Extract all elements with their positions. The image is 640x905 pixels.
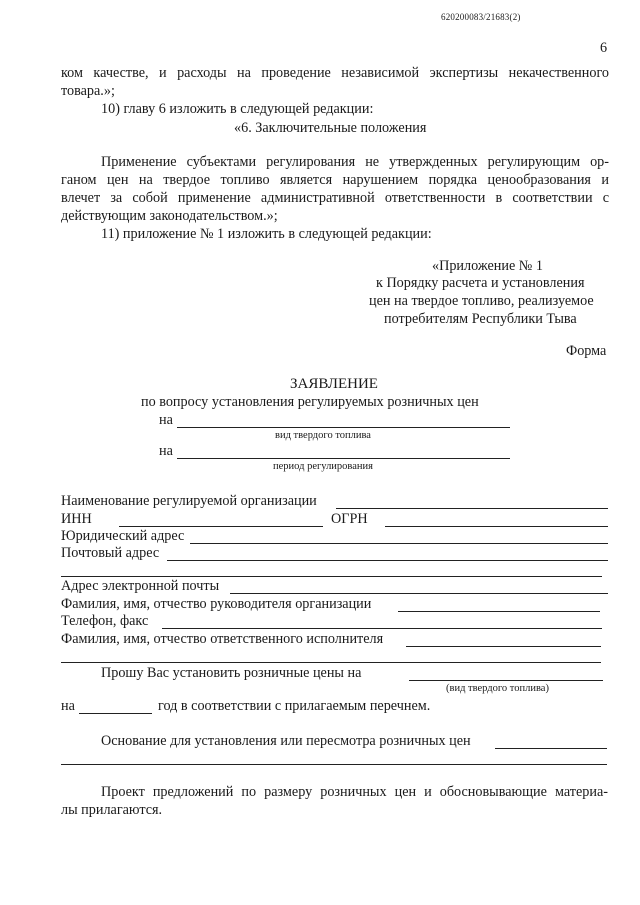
draft-line-1: Проект предложений по размеру розничных цен и обосновывающие материа- (101, 784, 608, 800)
legal-address-label: Юридический адрес (61, 528, 185, 544)
email-label: Адрес электронной почты (61, 578, 220, 594)
request-fuel-type-caption: (вид твердого топлива) (446, 683, 549, 694)
responsible-name-field-extra[interactable] (61, 662, 601, 663)
responsible-name-label: Фамилия, имя, отчество ответственного исполнителя (61, 631, 384, 647)
paragraph-2-line-2: ганом цен на твердое топливо является нарушением порядка ценообразования и (61, 172, 609, 188)
period-line (177, 458, 510, 459)
request-text-2: год в соответствии с прилагаемым перечнем. (158, 698, 431, 714)
form-subtitle: по вопросу установления регулируемых розничных цен (141, 394, 479, 410)
form-title: ЗАЯВЛЕНИЕ (290, 376, 378, 392)
fuel-type-caption: вид твердого топлива (275, 430, 371, 441)
basis-field-extra[interactable] (61, 764, 607, 765)
email-field[interactable] (230, 593, 608, 594)
fuel-type-line (177, 427, 510, 428)
postal-address-label: Почтовый адрес (61, 545, 160, 561)
appendix-line-4: потребителям Республики Тыва (384, 311, 577, 327)
org-name-field[interactable] (336, 508, 608, 509)
basis-text: Основание для установления или пересмотра розничных цен (101, 733, 471, 749)
head-name-label: Фамилия, имя, отчество руководителя организации (61, 596, 372, 612)
paragraph-2-line-1: Применение субъектами регулирования не утвержденных регулирующим ор- (101, 154, 609, 170)
org-name-label: Наименование регулируемой организации (61, 493, 317, 509)
postal-address-field[interactable] (167, 560, 608, 561)
phone-field[interactable] (162, 628, 602, 629)
request-text: Прошу Вас установить розничные цены на (101, 665, 362, 681)
page-number: 6 (600, 40, 608, 56)
period-caption: период регулирования (273, 461, 373, 472)
ogrn-field[interactable] (385, 526, 608, 527)
paragraph-2-line-3: влечет за собой применение административной ответственности в соответствии с (61, 190, 609, 206)
basis-field[interactable] (495, 748, 607, 749)
request-fuel-type-field[interactable] (409, 680, 603, 681)
item-10-text: 10) главу 6 изложить в следующей редакции: (101, 101, 374, 117)
fuel-type-prefix: на (159, 412, 173, 428)
paragraph-1-line-2: товара.»; (61, 83, 115, 99)
legal-address-field[interactable] (190, 543, 608, 544)
paragraph-2-line-4: действующим законодательством.»; (61, 208, 278, 224)
form-label: Форма (566, 343, 607, 359)
chapter-title: «6. Заключительные положения (234, 120, 427, 136)
responsible-name-field[interactable] (406, 646, 601, 647)
document-code: 620200083/21683(2) (441, 12, 521, 22)
period-prefix: на (159, 443, 173, 459)
request-year-field[interactable] (79, 713, 152, 714)
ogrn-label: ОГРН (331, 511, 368, 527)
head-name-field[interactable] (398, 611, 600, 612)
inn-label: ИНН (61, 511, 92, 527)
appendix-line-3: цен на твердое топливо, реализуемое (369, 293, 594, 309)
request-year-prefix: на (61, 698, 75, 714)
phone-label: Телефон, факс (61, 613, 149, 629)
item-11-text: 11) приложение № 1 изложить в следующей редакции: (101, 226, 432, 242)
draft-line-2: лы прилагаются. (61, 802, 163, 818)
appendix-line-2: к Порядку расчета и установления (376, 275, 585, 291)
paragraph-1-line-1: ком качестве, и расходы на проведение независимой экспертизы некачественного (61, 65, 609, 81)
appendix-title: «Приложение № 1 (432, 258, 543, 274)
